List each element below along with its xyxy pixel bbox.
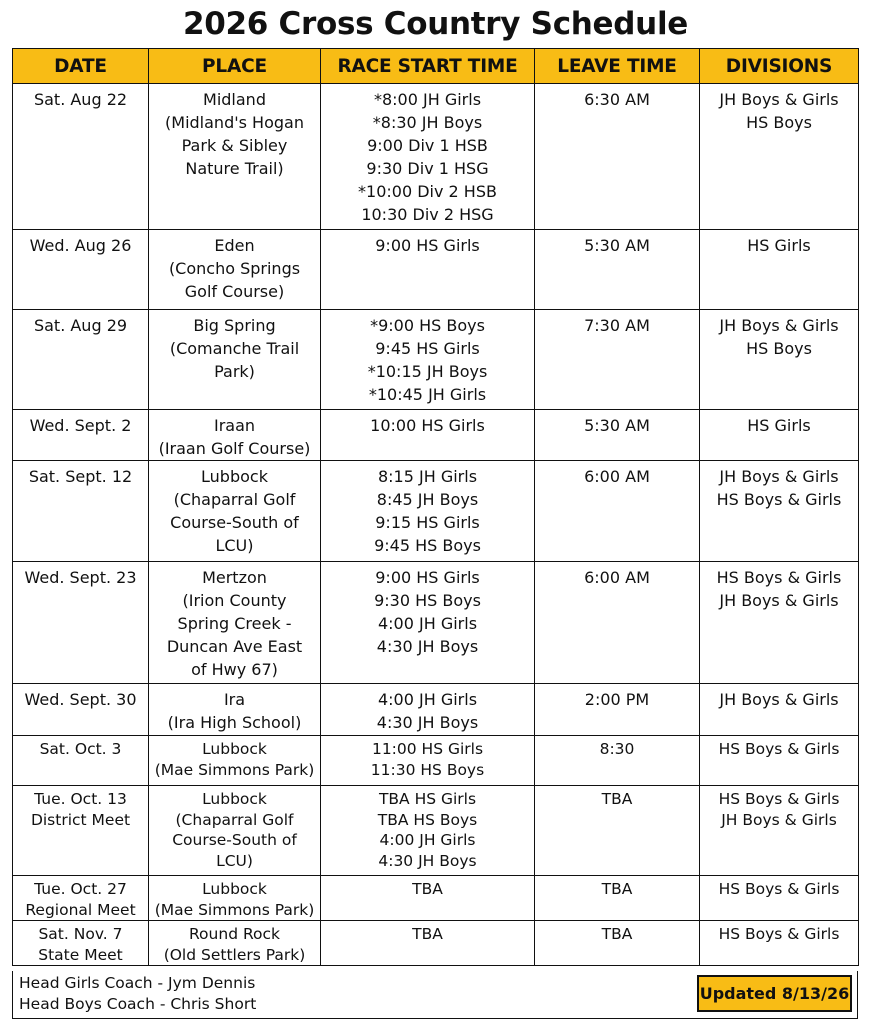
race-line: 8:15 JH Girls — [377, 467, 478, 486]
place-line: Duncan Ave East — [166, 637, 303, 656]
place-line: Park & Sibley — [181, 136, 288, 155]
leave-line: 6:00 AM — [584, 467, 650, 486]
divisions-cell — [700, 921, 859, 966]
race-line: 4:30 JH Boys — [378, 851, 477, 870]
date-line: Wed. Sept. 30 — [24, 690, 137, 709]
race-cell — [321, 562, 535, 684]
place-line: (Concho Springs — [168, 259, 301, 278]
divisions-cell — [700, 876, 859, 921]
leave-cell — [535, 876, 700, 921]
place-cell — [149, 921, 321, 966]
race-line: *10:15 JH Boys — [367, 362, 488, 381]
date-line: Sat. Oct. 3 — [39, 740, 122, 758]
table-row — [13, 562, 859, 684]
race-cell — [321, 410, 535, 461]
place-line: Midland — [203, 90, 266, 109]
race-cell — [321, 84, 535, 230]
place-line: Golf Course) — [184, 282, 285, 301]
table-row — [13, 736, 859, 786]
leave-line: TBA — [601, 880, 633, 898]
date-line: Sat. Aug 22 — [33, 90, 128, 109]
divisions-line: HS Boys & Girls — [716, 568, 842, 587]
leave-line: 5:30 AM — [584, 236, 650, 255]
date-line: Sat. Nov. 7 — [38, 925, 123, 943]
race-line: 9:00 HS Girls — [375, 568, 480, 587]
date-cell — [13, 310, 149, 410]
place-cell — [149, 310, 321, 410]
leave-line: 5:30 AM — [584, 416, 650, 435]
place-line: (Ira High School) — [167, 713, 302, 732]
divisions-line: HS Boys & Girls — [718, 925, 840, 943]
date-line: Sat. Aug 29 — [33, 316, 128, 335]
divisions-line: HS Boys & Girls — [718, 790, 840, 808]
race-line: 4:00 JH Girls — [377, 614, 478, 633]
column-header-leave-time: LEAVE TIME — [535, 49, 700, 84]
place-line: Course-South of — [172, 831, 297, 849]
leave-line: TBA — [601, 790, 633, 808]
header-row — [13, 49, 859, 84]
race-cell — [321, 786, 535, 876]
place-line: (Irion County — [182, 591, 287, 610]
place-line: Lubbock — [201, 467, 268, 486]
leave-cell — [535, 310, 700, 410]
date-line: Tue. Oct. 13 — [34, 790, 127, 808]
leave-line: 6:00 AM — [584, 568, 650, 587]
divisions-cell — [700, 410, 859, 461]
leave-cell — [535, 921, 700, 966]
table-row — [13, 786, 859, 876]
race-line: 9:30 Div 1 HSG — [366, 159, 489, 178]
leave-cell — [535, 410, 700, 461]
date-cell — [13, 562, 149, 684]
leave-cell — [535, 562, 700, 684]
race-line: 4:30 JH Boys — [376, 713, 479, 732]
race-cell — [321, 461, 535, 562]
leave-cell — [535, 230, 700, 310]
race-cell — [321, 230, 535, 310]
place-line: (Iraan Golf Course) — [158, 439, 311, 458]
date-line: District Meet — [30, 810, 131, 829]
place-line: Eden — [214, 236, 255, 255]
race-line: *10:45 JH Girls — [368, 385, 487, 404]
race-cell — [321, 876, 535, 921]
date-cell — [13, 921, 149, 966]
place-line: (Comanche Trail — [169, 339, 300, 358]
race-line: *10:00 Div 2 HSB — [358, 182, 497, 201]
divisions-line: HS Boys & Girls — [716, 490, 842, 509]
race-line: 8:45 JH Boys — [376, 490, 479, 509]
place-line: LCU) — [216, 851, 253, 870]
race-cell — [321, 921, 535, 966]
table-row — [13, 310, 859, 410]
place-cell — [149, 410, 321, 461]
race-line: *8:00 JH Girls — [373, 90, 482, 109]
date-cell — [13, 410, 149, 461]
place-line: (Old Settlers Park) — [163, 945, 306, 964]
race-line: 9:45 HS Girls — [375, 339, 480, 358]
place-line: Nature Trail) — [185, 159, 284, 178]
divisions-line: HS Boys & Girls — [718, 740, 840, 758]
place-line: Iraan — [213, 416, 256, 435]
divisions-line: JH Boys & Girls — [719, 690, 839, 709]
race-line: TBA — [412, 925, 443, 943]
place-cell — [149, 562, 321, 684]
place-line: LCU) — [215, 536, 254, 555]
date-line: Wed. Aug 26 — [29, 236, 132, 255]
place-cell — [149, 684, 321, 736]
table-row — [13, 876, 859, 921]
place-line: Ira — [223, 690, 246, 709]
place-line: (Mae Simmons Park) — [154, 760, 315, 779]
updated-badge: Updated 8/13/26 — [697, 975, 852, 1012]
footer — [12, 971, 858, 1019]
divisions-line: HS Boys — [746, 113, 812, 132]
leave-line: 6:30 AM — [584, 90, 650, 109]
divisions-cell — [700, 736, 859, 786]
place-line: Lubbock — [202, 880, 267, 898]
date-cell — [13, 230, 149, 310]
place-line: Mertzon — [202, 568, 267, 587]
table-row — [13, 410, 859, 461]
place-line: (Mae Simmons Park) — [154, 900, 315, 919]
column-header-date: DATE — [13, 49, 149, 84]
race-line: 4:30 JH Boys — [376, 637, 479, 656]
column-header-race-start-time: RACE START TIME — [321, 49, 535, 84]
leave-cell — [535, 84, 700, 230]
coach-boys: Head Boys Coach - Chris Short — [19, 995, 257, 1013]
coach-girls: Head Girls Coach - Jym Dennis — [19, 974, 256, 992]
table-row — [13, 230, 859, 310]
race-line: *8:30 JH Boys — [372, 113, 483, 132]
date-line: Tue. Oct. 27 — [34, 880, 127, 898]
race-cell — [321, 310, 535, 410]
divisions-line: JH Boys & Girls — [719, 467, 839, 486]
date-line: Wed. Sept. 23 — [24, 568, 137, 587]
place-line: Spring Creek - — [177, 614, 292, 633]
date-cell — [13, 461, 149, 562]
divisions-line: HS Boys & Girls — [718, 880, 840, 898]
place-line: Round Rock — [188, 925, 281, 943]
divisions-line: JH Boys & Girls — [721, 810, 837, 829]
divisions-cell — [700, 786, 859, 876]
divisions-cell — [700, 84, 859, 230]
race-line: TBA — [412, 880, 443, 898]
page-title: 2026 Cross Country Schedule — [182, 6, 688, 42]
place-line: Lubbock — [202, 790, 267, 808]
divisions-cell — [700, 461, 859, 562]
divisions-cell — [700, 562, 859, 684]
date-line: Regional Meet — [25, 900, 136, 919]
divisions-line: JH Boys & Girls — [719, 316, 839, 335]
divisions-line: HS Girls — [747, 416, 811, 435]
leave-cell — [535, 461, 700, 562]
divisions-cell — [700, 310, 859, 410]
date-cell — [13, 786, 149, 876]
place-line: Course-South of — [170, 513, 299, 532]
place-cell — [149, 230, 321, 310]
leave-cell — [535, 786, 700, 876]
race-line: 9:30 HS Boys — [374, 591, 481, 610]
leave-line: 7:30 AM — [584, 316, 650, 335]
place-line: (Chaparral Golf — [173, 490, 296, 509]
leave-cell — [535, 684, 700, 736]
date-cell — [13, 876, 149, 921]
schedule-table — [12, 48, 859, 966]
divisions-cell — [700, 684, 859, 736]
leave-cell — [535, 736, 700, 786]
table-row — [13, 684, 859, 736]
leave-line: TBA — [601, 925, 633, 943]
race-line: 9:00 HS Girls — [375, 236, 480, 255]
date-cell — [13, 84, 149, 230]
place-cell — [149, 736, 321, 786]
column-header-place: PLACE — [149, 49, 321, 84]
race-line: 10:00 HS Girls — [370, 416, 485, 435]
table-row — [13, 84, 859, 230]
column-header-divisions: DIVISIONS — [700, 49, 859, 84]
race-line: 9:00 Div 1 HSB — [367, 136, 488, 155]
place-cell — [149, 84, 321, 230]
place-line: Park) — [214, 362, 255, 381]
race-line: TBA HS Boys — [377, 810, 478, 829]
race-cell — [321, 684, 535, 736]
race-line: 11:00 HS Girls — [371, 740, 484, 758]
divisions-line: JH Boys & Girls — [719, 90, 839, 109]
race-line: 4:00 JH Girls — [377, 690, 478, 709]
place-line: Big Spring — [193, 316, 276, 335]
date-cell — [13, 684, 149, 736]
race-cell — [321, 736, 535, 786]
date-line: Wed. Sept. 2 — [29, 416, 132, 435]
divisions-line: JH Boys & Girls — [719, 591, 839, 610]
leave-line: 8:30 — [599, 740, 635, 758]
race-line: 9:45 HS Boys — [374, 536, 481, 555]
race-line: 4:00 JH Girls — [379, 831, 476, 849]
date-line: State Meet — [38, 945, 123, 964]
table-row — [13, 461, 859, 562]
table-row — [13, 921, 859, 966]
race-line: TBA HS Girls — [378, 790, 477, 808]
place-line: (Chaparral Golf — [175, 810, 294, 829]
place-line: (Midland's Hogan — [165, 113, 304, 132]
place-line: of Hwy 67) — [191, 660, 278, 679]
race-line: 10:30 Div 2 HSG — [361, 205, 494, 224]
date-cell — [13, 736, 149, 786]
race-line: *9:00 HS Boys — [370, 316, 485, 335]
race-line: 9:15 HS Girls — [375, 513, 480, 532]
schedule-body — [13, 84, 859, 966]
divisions-line: HS Girls — [747, 236, 811, 255]
coaches-list — [19, 973, 256, 1015]
place-cell — [149, 876, 321, 921]
place-line: Lubbock — [202, 740, 267, 758]
divisions-line: HS Boys — [746, 339, 812, 358]
place-cell — [149, 461, 321, 562]
divisions-cell — [700, 230, 859, 310]
leave-line: 2:00 PM — [584, 690, 650, 709]
place-cell — [149, 786, 321, 876]
race-line: 11:30 HS Boys — [370, 760, 485, 779]
date-line: Sat. Sept. 12 — [28, 467, 133, 486]
